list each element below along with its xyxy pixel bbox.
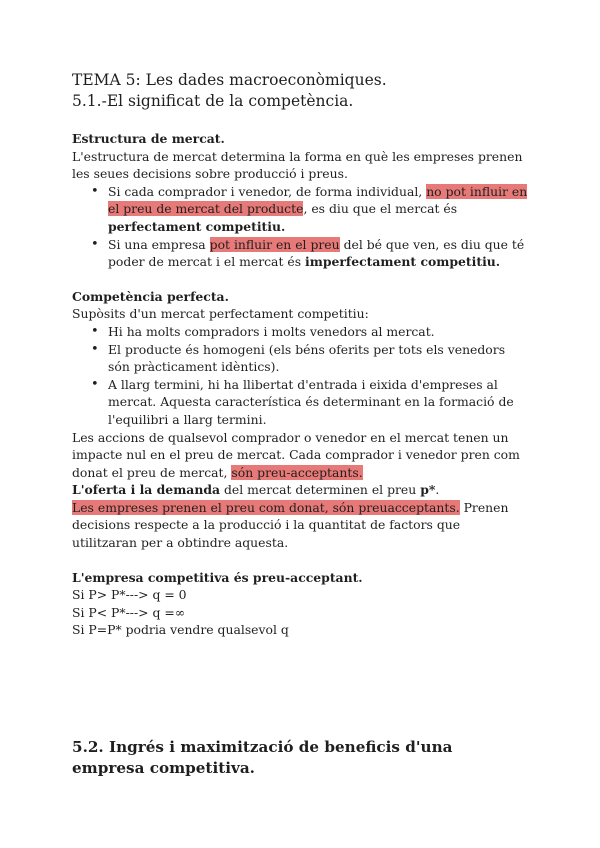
text: Si una empresa <box>108 236 210 252</box>
market-structure-intro: L'estructura de mercat determina la forma en què les empreses prenen les seues decisions sobre producció i preus. <box>72 148 523 182</box>
highlight: pot influir en el preu <box>209 236 340 252</box>
heading-competitive-firm: L'empresa competitiva és preu-acceptant. <box>72 569 363 585</box>
bold-term: L'oferta i la demanda <box>72 482 221 498</box>
text: Les accions de qualsevol comprador o venedor en el mercat tenen un impacte nul en el preu de mercat. Cada comprador i venedor pren com donat el preu de mercat, <box>72 429 520 480</box>
highlight: Les empreses prenen el preu com donat, són preuacceptants. <box>72 499 460 515</box>
text: Si cada comprador i venedor, de forma individual, <box>108 183 427 199</box>
list-item: • El producte és homogeni (els béns oferits per tots els venedors són pràcticament idèntics). <box>108 341 528 376</box>
list-item: • Hi ha molts compradors i molts venedors al mercat. <box>108 323 528 341</box>
condition-line: Si P=P* podria vendre qualsevol q <box>72 622 289 638</box>
spacer <box>72 639 528 737</box>
spacer <box>72 552 528 569</box>
highlight: no pot influir en el preu de mercat del producte <box>108 183 528 217</box>
paragraph-supply-demand <box>72 481 528 499</box>
bold-term: p* <box>420 482 436 498</box>
list-item: • A llarg termini, hi ha llibertat d'entrada i eixida d'empreses al mercat. Aquesta característica és determinant en la formació de l'equilibri a llarg termini. <box>108 376 528 429</box>
section-title-5-1: 5.1.-El significat de la competència. <box>72 92 354 110</box>
text: Prenen decisions respecte a la producció i la quantitat de factors que utilitzaran per a obtindre aquesta. <box>72 499 509 551</box>
market-structure-list <box>72 183 528 271</box>
text: del mercat determinen el preu <box>220 482 421 498</box>
paragraph-firms-decisions <box>72 499 528 552</box>
condition-line: Si P< P*---> q =∞ <box>72 604 186 620</box>
topic-title: TEMA 5: Les dades macroeconòmiques. <box>72 71 387 89</box>
condition-line: Si P> P*---> q = 0 <box>72 587 187 603</box>
heading-perfect-competition: Competència perfecta. <box>72 288 229 304</box>
assumptions-list <box>72 323 528 429</box>
highlight: són preu-acceptants. <box>231 464 363 480</box>
text: del bé que ven, es diu que té poder de mercat i el mercat és <box>108 236 525 270</box>
list-item <box>108 183 528 236</box>
heading-market-structure: Estructura de mercat. <box>72 131 225 146</box>
bold-term: imperfectament competitiu. <box>305 254 501 270</box>
section-title-5-2: 5.2. Ingrés i maximització de beneficis d'una empresa competitiva. <box>72 738 453 777</box>
text: . <box>435 482 440 498</box>
paragraph-price-takers <box>72 429 528 482</box>
spacer <box>72 271 528 288</box>
bold-term: perfectament competitiu. <box>108 218 286 234</box>
list-item <box>108 236 528 271</box>
perfect-competition-intro: Supòsits d'un mercat perfectament competitiu: <box>72 306 369 322</box>
text: , es diu que el mercat és <box>303 201 458 217</box>
